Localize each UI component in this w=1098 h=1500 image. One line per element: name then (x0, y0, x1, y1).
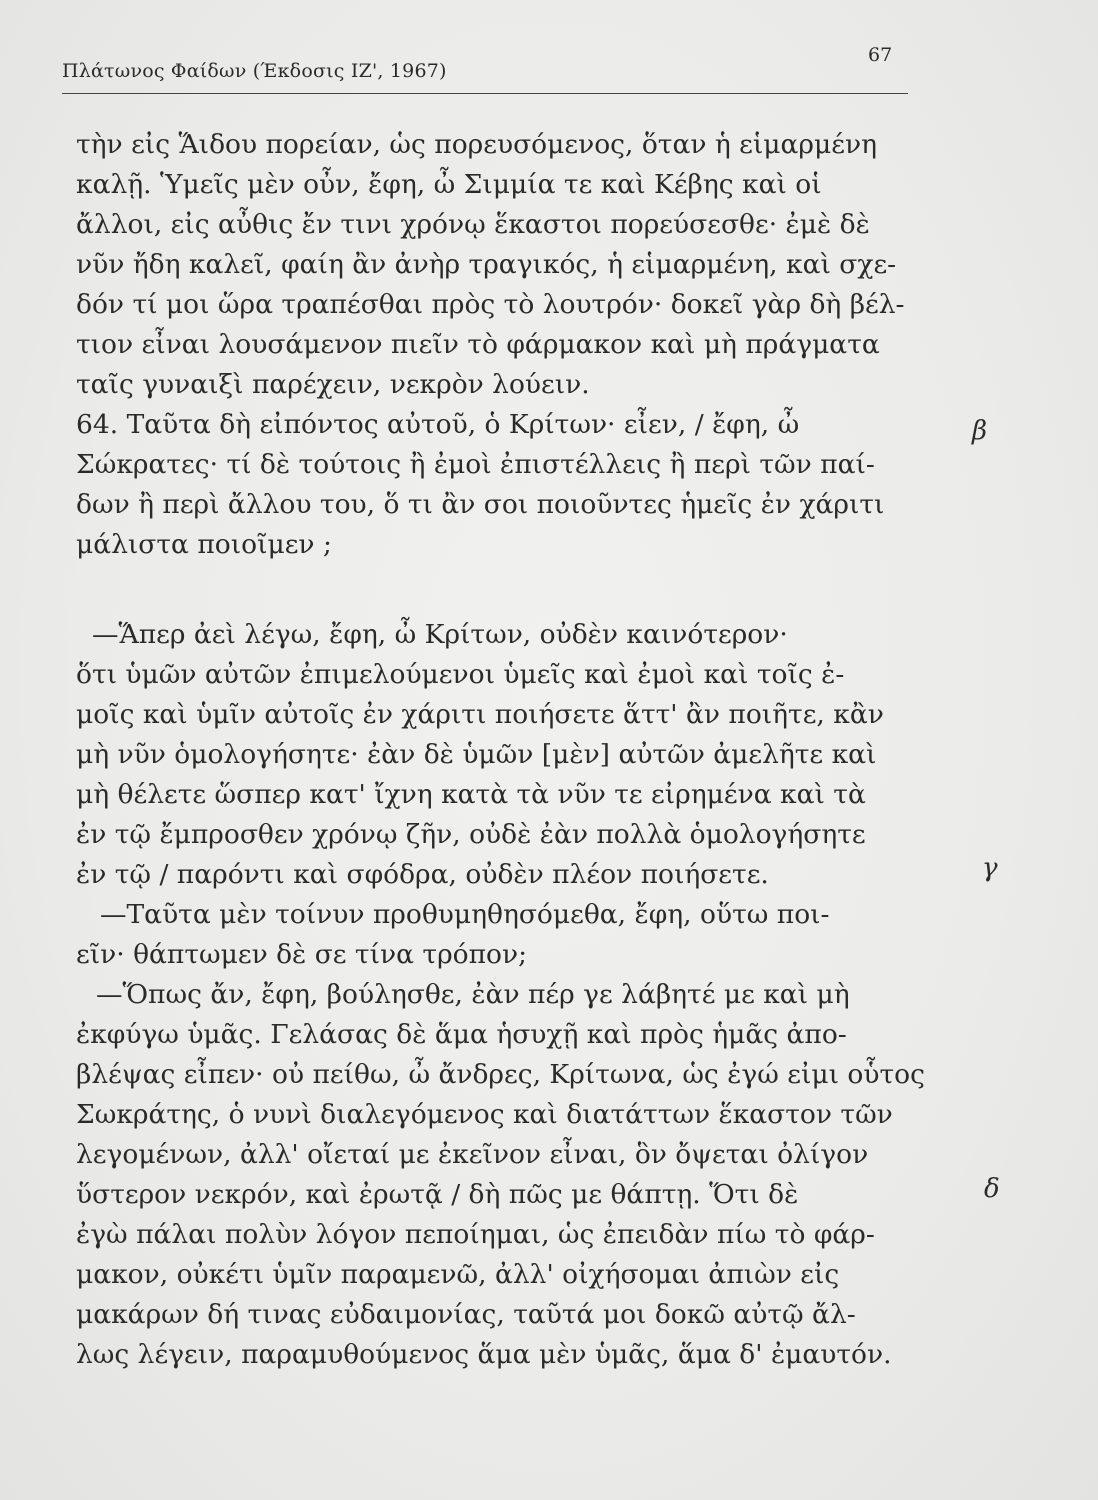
text-line: τιον εἶναι λουσάμενον πιεῖν τὸ φάρμακον καὶ μὴ πράγματα (76, 329, 880, 360)
text-line: μοῖς καὶ ὑμῖν αὐτοῖς ἐν χάριτι ποιήσετε ἅττ' ἂν ποιῆτε, κἂν (76, 699, 884, 730)
text-line: νῦν ἤδη καλεῖ, φαίη ἂν ἀνὴρ τραγικός, ἡ εἱμαρμένη, καὶ σχε- (76, 249, 897, 280)
text-line: λεγομένων, ἀλλ' οἴεταί με ἐκεῖνον εἶναι, ὃν ὄψεται ὀλίγον (76, 1139, 869, 1170)
margin-section-mark: γ (982, 853, 998, 883)
running-title: Πλάτωνος Φαίδων (Έκδοσις ΙΖ', 1967) (62, 60, 447, 82)
text-line: μὴ νῦν ὁμολογήσητε· ἐὰν δὲ ὑμῶν [μὲν] αὐτῶν ἀμελῆτε καὶ (76, 739, 877, 770)
text-line: βλέψας εἶπεν· οὐ πείθω, ὦ ἄνδρες, Κρίτωνα, ὡς ἐγώ εἰμι οὗτος (76, 1059, 925, 1090)
text-line: ἐκφύγω ὑμᾶς. Γελάσας δὲ ἅμα ἡσυχῇ καὶ πρὸς ἡμᾶς ἀπο- (76, 1019, 847, 1050)
text-line: λως λέγειν, παραμυθούμενος ἅμα μὲν ὑμᾶς, ἅμα δ' ἐμαυτόν. (76, 1339, 892, 1370)
text-line: Σωκράτης, ὁ νυνὶ διαλεγόμενος καὶ διατάττων ἕκαστον τῶν (76, 1099, 893, 1130)
text-line: —Ἅπερ ἀεὶ λέγω, ἔφη, ὦ Κρίτων, οὐδὲν καινότερον· (92, 619, 788, 650)
text-line: μακάρων δή τινας εὐδαιμονίας, ταῦτά μοι δοκῶ αὐτῷ ἄλ- (76, 1299, 856, 1330)
page-number: 67 (868, 44, 893, 66)
text-line: δων ἢ περὶ ἄλλου του, ὅ τι ἂν σοι ποιοῦντες ἡμεῖς ἐν χάριτι (76, 489, 885, 520)
text-line: ἄλλοι, εἰς αὖθις ἔν τινι χρόνῳ ἕκαστοι πορεύσεσθε· ἐμὲ δὲ (76, 209, 870, 240)
margin-section-mark: δ (984, 1174, 1000, 1204)
text-line: ταῖς γυναιξὶ παρέχειν, νεκρὸν λούειν. (76, 369, 590, 400)
text-line: μάλιστα ποιοῖμεν ; (76, 529, 332, 560)
text-line: Σώκρατες· τί δὲ τούτοις ἢ ἐμοὶ ἐπιστέλλεις ἢ περὶ τῶν παί- (76, 449, 875, 480)
text-line: ὅτι ὑμῶν αὐτῶν ἐπιμελούμενοι ὑμεῖς καὶ ἐμοὶ καὶ τοῖς ἐ- (76, 659, 845, 690)
margin-section-mark: β (972, 416, 988, 446)
text-line: καλῇ. Ὑμεῖς μὲν οὖν, ἔφη, ὦ Σιμμία τε καὶ Κέβης καὶ οἱ (76, 169, 822, 200)
text-line: —Ταῦτα μὲν τοίνυν προθυμηθησόμεθα, ἔφη, οὕτω ποι- (100, 899, 830, 930)
text-line: ἐν τῷ / παρόντι καὶ σφόδρα, οὐδὲν πλέον ποιήσετε. (76, 859, 769, 890)
text-line: εῖν· θάπτωμεν δὲ σε τίνα τρόπον; (76, 939, 528, 970)
text-line: ἐγὼ πάλαι πολὺν λόγον πεποίημαι, ὡς ἐπειδὰν πίω τὸ φάρ- (76, 1219, 875, 1250)
section-start-line: 64. Ταῦτα δὴ εἰπόντος αὐτοῦ, ὁ Κρίτων· εἶεν, / ἔφη, ὦ (76, 409, 800, 440)
text-line: —Ὅπως ἄν, ἔφη, βούλησθε, ἐὰν πέρ γε λάβητέ με καὶ μὴ (96, 979, 850, 1010)
text-line: ὕστερον νεκρόν, καὶ ἐρωτᾷ / δὴ πῶς με θάπτῃ. Ὅτι δὲ (76, 1179, 799, 1210)
text-line: δόν τί μοι ὥρα τραπέσθαι πρὸς τὸ λουτρόν· δοκεῖ γὰρ δὴ βέλ- (76, 289, 905, 320)
text-line: μὴ θέλετε ὥσπερ κατ' ἴχνη κατὰ τὰ νῦν τε εἰρημένα καὶ τὰ (76, 779, 866, 810)
text-line: μακον, οὐκέτι ὑμῖν παραμενῶ, ἀλλ' οἰχήσομαι ἀπιὼν εἰς (76, 1259, 840, 1290)
text-line: ἐν τῷ ἔμπροσθεν χρόνῳ ζῆν, οὐδὲ ἐὰν πολλὰ ὁμολογήσητε (76, 819, 866, 850)
header-rule (62, 93, 908, 94)
text-line: τὴν εἰς Ἅιδου πορείαν, ὡς πορευσόμενος, ὅταν ἡ εἱμαρμένη (76, 129, 877, 160)
